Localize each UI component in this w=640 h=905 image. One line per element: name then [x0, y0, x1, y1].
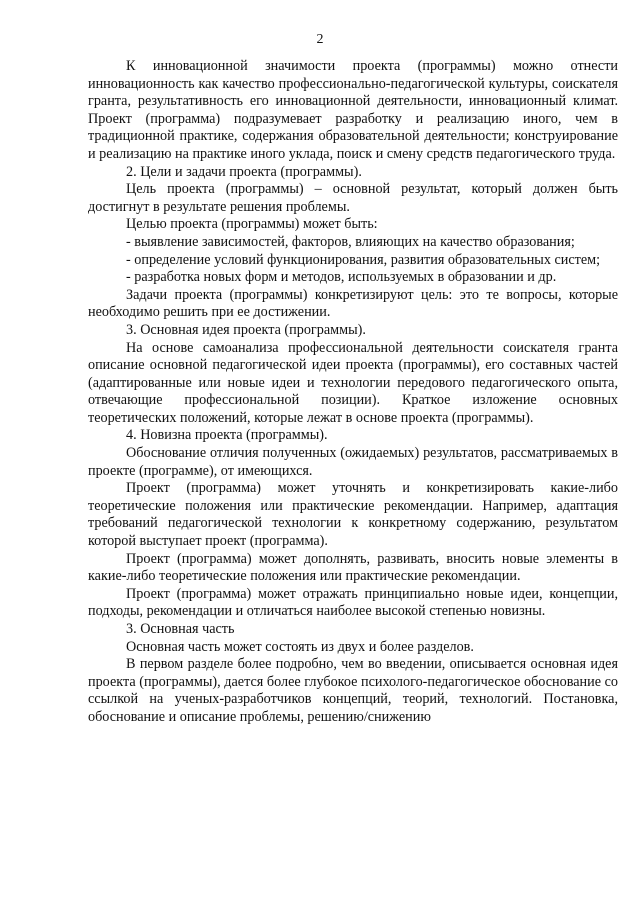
paragraph-novelty-new-ideas: Проект (программа) может отражать принципиально новые идеи, концепции, подходы, рекомендации и отличаться наиболее высокой степенью новизны.: [88, 585, 618, 620]
paragraph-novelty-supplement: Проект (программа) может дополнять, развивать, вносить новые элементы в какие-либо теоретические положения или практические рекомендации.: [88, 550, 618, 585]
list-item-new-forms: - разработка новых форм и методов, используемых в образовании и др.: [126, 269, 557, 286]
list-item-dependencies: - выявление зависимостей, факторов, влияющих на качество образования;: [126, 233, 575, 250]
paragraph-novelty-justification: Обоснование отличия полученных (ожидаемых) результатов, рассматриваемых в проекте (программе), от имеющихся.: [88, 445, 618, 479]
paragraph-first-section: В первом разделе более подробно, чем во введении, описывается основная идея проекта (программы), дается более глубокое психолого-педагогическое обоснование со ссылкой на ученых-разработчиков концепций, теорий, технологий. Постановка, обоснование и описание проблемы, решению/снижению: [88, 656, 618, 725]
section-title-main-part: 3. Основная часть: [126, 621, 235, 637]
document-body: [88, 58, 618, 727]
paragraph-project-goal: Цель проекта (программы) – основной результат, который должен быть достигнут в результате решения проблемы.: [88, 181, 618, 215]
paragraph-novelty-clarify: Проект (программа) может уточнять и конкретизировать какие-либо теоретические положения или практические рекомендации. Например, адаптация требований педагогической технологии к конкретному содержанию, результатом которой выступает проект (программа).: [88, 480, 618, 550]
paragraph-tasks: Задачи проекта (программы) конкретизируют цель: это те вопросы, которые необходимо решить при ее достижении.: [88, 286, 618, 321]
paragraph-goal-can-be: Целью проекта (программы) может быть:: [126, 216, 378, 233]
list-item-conditions: - определение условий функционирования, развития образовательных систем;: [126, 251, 601, 268]
page-number: 2: [316, 32, 324, 47]
heading-goals-and-tasks: 2. Цели и задачи проекта (программы).: [126, 163, 362, 180]
heading-novelty: 4. Новизна проекта (программы).: [126, 427, 328, 444]
paragraph-main-idea: На основе самоанализа профессиональной деятельности соискателя гранта описание основной педагогической идеи проекта (программы), его составных частей (адаптированные или новые идеи и технологии передового педагогического опыта, отвечающие профессиональной позиции). Краткое изложение основных теоретических положений, которые лежат в основе проекта (программы).: [88, 339, 618, 426]
paragraph-innovation-significance: К инновационной значимости проекта (программы) можно отнести инновационность как качество профессионально-педагогической культуры, соискателя гранта, результативность его инновационной деятельности, инновационный климат. Проект (программа) подразумевает разработку и реализацию иного, чем в традиционной практике, содержания образовательной деятельности; конструирование и реализацию на практике иного уклада, поиск и смену средств педагогического труда.: [88, 58, 618, 162]
paragraph-main-part-sections: Основная часть может состоять из двух и более разделов.: [126, 638, 474, 655]
heading-main-idea: 3. Основная идея проекта (программы).: [126, 321, 366, 338]
